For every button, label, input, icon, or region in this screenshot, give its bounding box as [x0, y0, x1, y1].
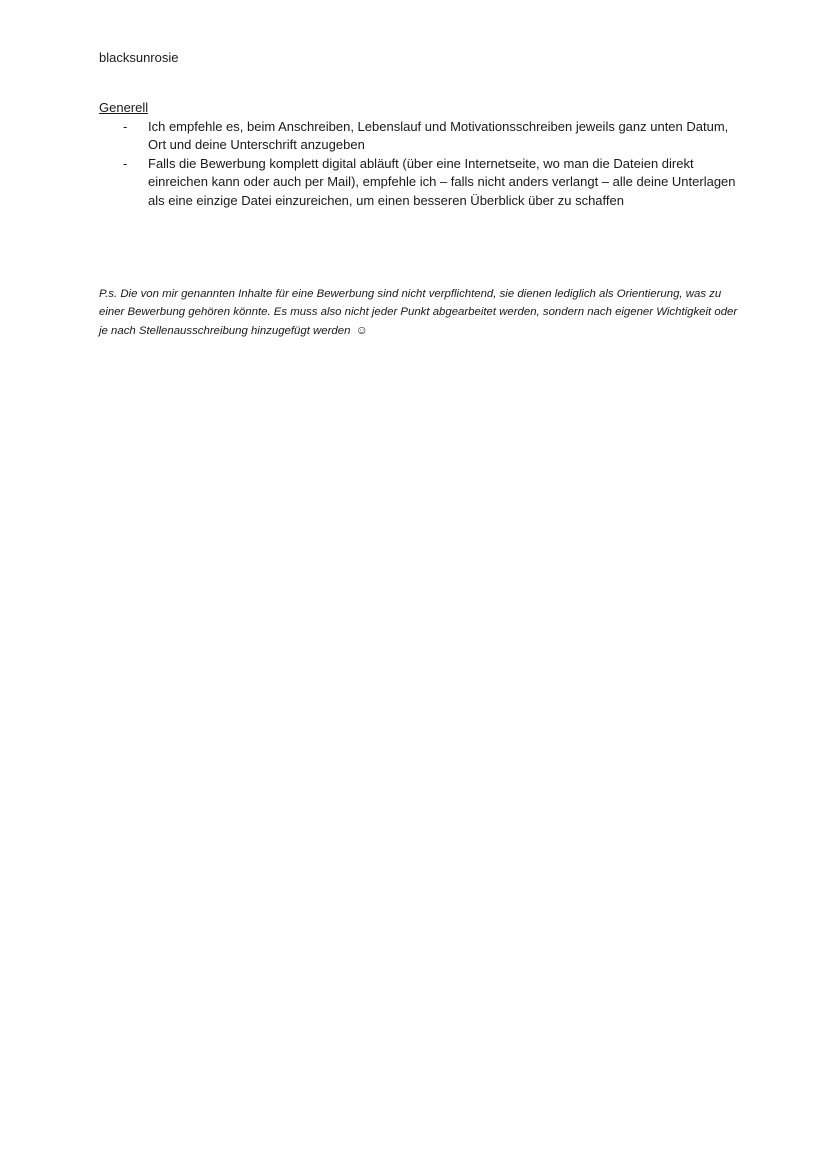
section-generell — [99, 99, 739, 210]
section-heading: Generell — [99, 100, 149, 115]
ps-note-text: P.s. Die von mir genannten Inhalte für eine Bewerbung sind nicht verpflichtend, sie dienen lediglich als Orientierung, was zu einer Bewerbung gehören könnte. Es muss also nicht jeder Punkt abgearbeitet werden, sondern nach eigener Wichtigkeit oder je nach Stellenausschreibung hinzugefügt werden — [99, 288, 738, 337]
list-item — [99, 118, 739, 155]
smiley-icon: ☺ — [355, 323, 368, 337]
list-item-text: Falls die Bewerbung komplett digital abläuft (über eine Internetseite, wo man die Dateien direkt einreichen kann oder auch per Mail), empfehle ich – falls nicht anders verlangt – alle deine Unterlagen als eine einzige Datei einzureichen, um einen besseren Überblick über zu schaffen — [148, 155, 736, 208]
bullet-marker: - — [123, 155, 128, 171]
bullet-marker: - — [123, 118, 128, 134]
author-name: blacksunrosie — [99, 50, 179, 65]
bullet-list — [99, 118, 739, 211]
list-item-text: Ich empfehle es, beim Anschreiben, Lebenslauf und Motivationsschreiben jeweils ganz unten Datum, Ort und deine Unterschrift anzugeben — [148, 118, 729, 152]
ps-note — [99, 285, 739, 340]
list-item — [99, 155, 739, 211]
